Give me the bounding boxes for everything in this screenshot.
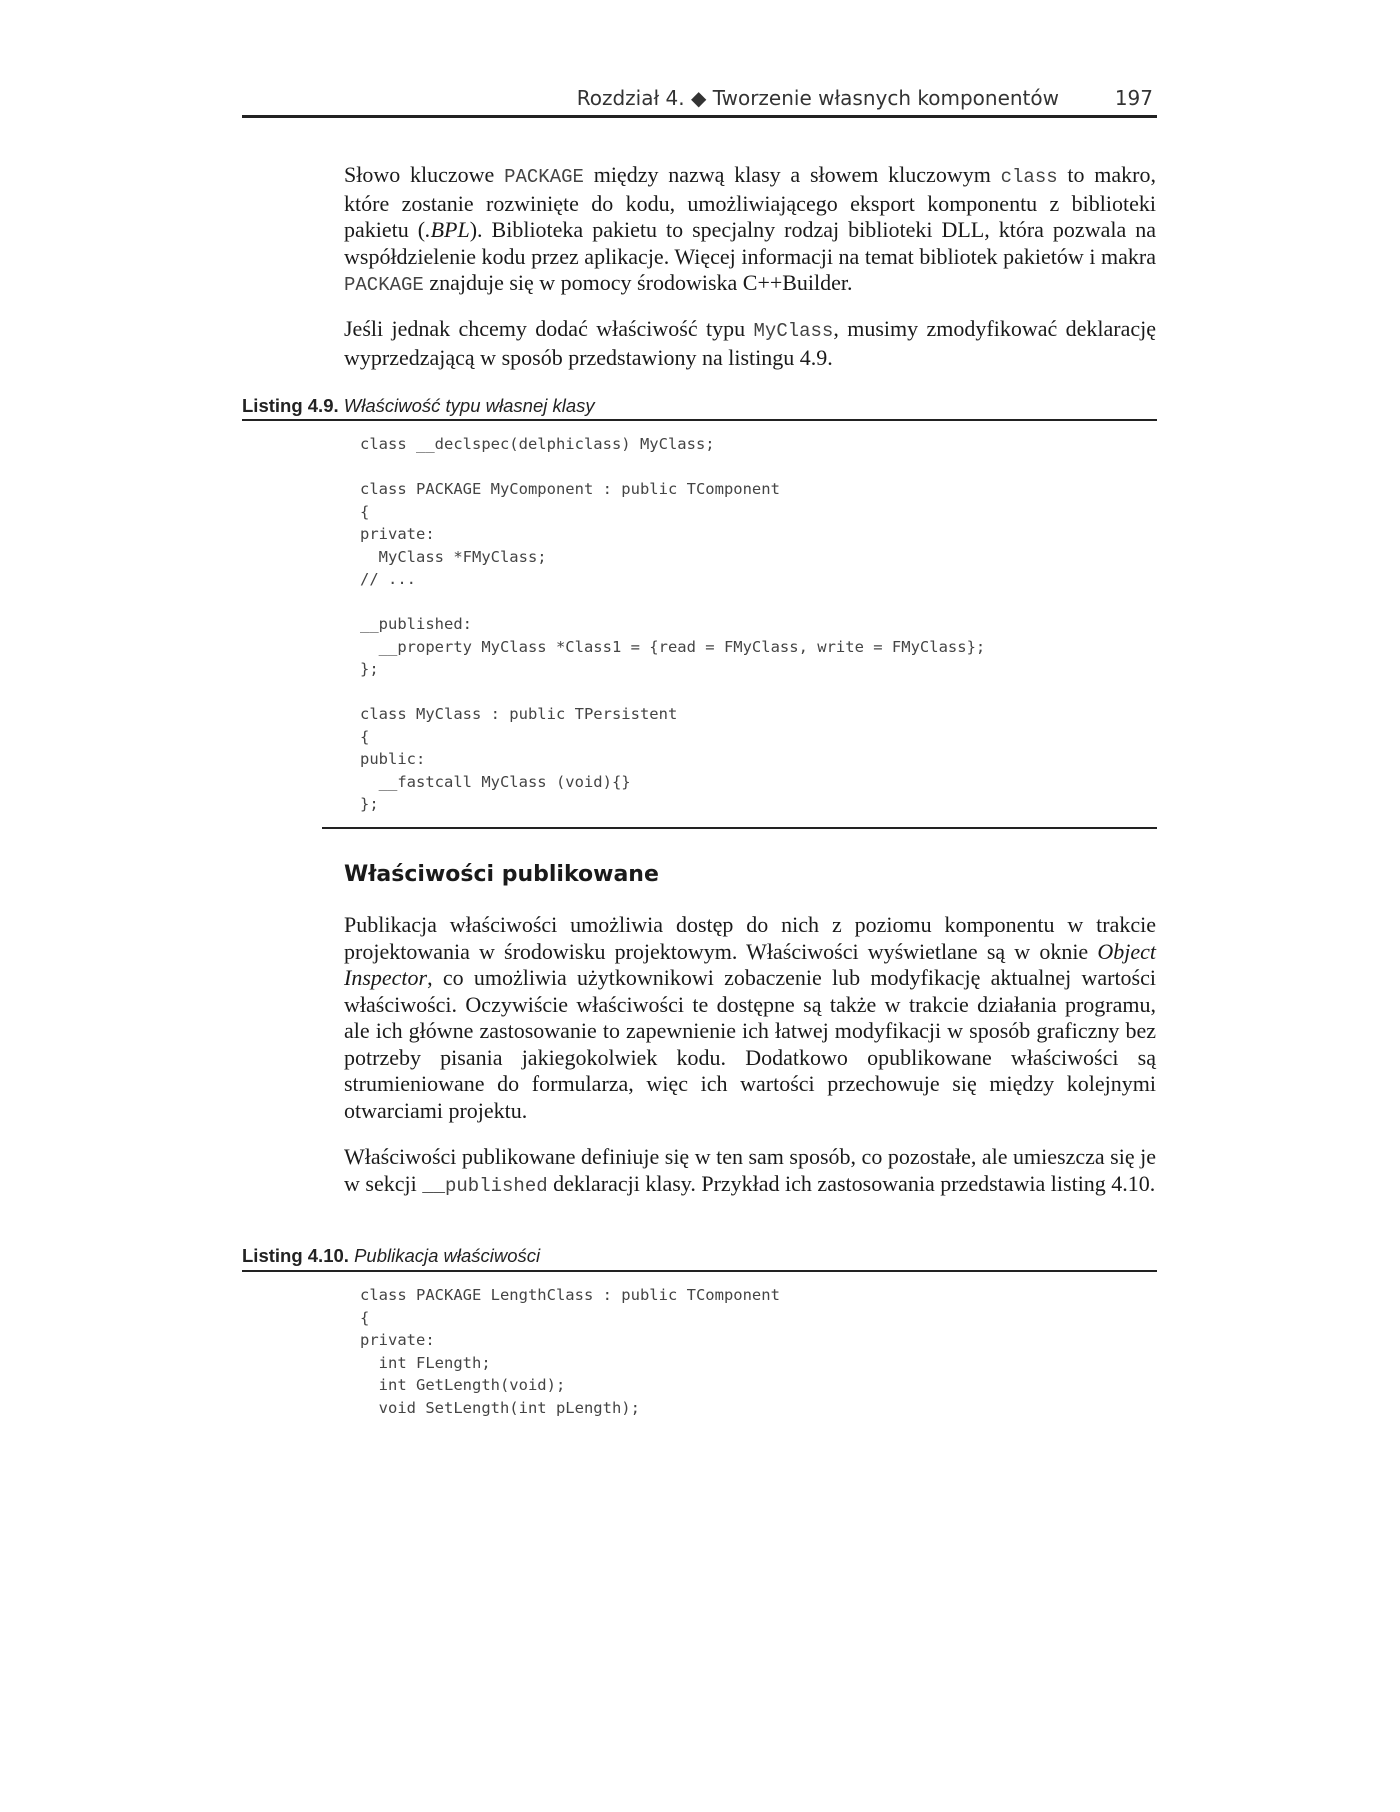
listing-number: Listing 4.9.: [242, 395, 339, 416]
paragraph-publishing: [344, 912, 1156, 1124]
inline-code: MyClass: [753, 320, 834, 342]
listing-number: Listing 4.10.: [242, 1245, 349, 1266]
listing-4-9-code: class __declspec(delphiclass) MyClass; class PACKAGE MyComponent : public TComponent { private: MyClass *FMyClass; // ... __published: __property MyClass *Class1 = {read = FMyClass, write = FMyClass}; }; class MyClass : public TPersistent { public: __fastcall MyClass (void){} };: [360, 435, 986, 813]
listing-title: Właściwość typu własnej klasy: [343, 395, 595, 416]
text-run: Słowo kluczowe: [344, 162, 505, 187]
text-run: Właściwości publikowane definiuje się w ten sam sposób, co pozostałe, ale umieszcza się je w sekcji: [344, 1144, 1156, 1196]
text-run: Jeśli jednak chcemy dodać właściwość typu: [344, 316, 754, 341]
listing-4-9-caption: [242, 395, 1157, 417]
listing-top-rule: [242, 419, 1157, 421]
inline-code: PACKAGE: [504, 166, 584, 188]
listing-4-10-code: class PACKAGE LengthClass : public TComponent { private: int FLength; int GetLength(void); void SetLength(int pLength);: [360, 1286, 780, 1417]
paragraph-myclass-property: [344, 316, 1156, 371]
italic-text: .BPL: [425, 217, 470, 242]
chapter-title: Rozdział 4. ◆ Tworzenie własnych komponentów: [576, 86, 1059, 110]
paragraph-package-keyword: [344, 162, 1156, 299]
inline-code: class: [1000, 166, 1058, 188]
section-heading: Właściwości publikowane: [344, 862, 659, 887]
listing-4-10-caption: [242, 1245, 1157, 1267]
text-run: deklaracji klasy. Przykład ich zastosowania przedstawia listing 4.10.: [547, 1170, 1156, 1196]
text-run: znajduje się w pomocy środowiska C++Builder.: [423, 270, 853, 295]
header-rule: [242, 115, 1157, 118]
text-run: , musimy zmodyfikować deklarację wyprzedzającą w sposób przedstawiony na listingu 4.9.: [344, 316, 1156, 370]
running-head: [242, 82, 1157, 112]
text-run: między nazwą klasy a słowem kluczowym: [583, 162, 1001, 187]
text-run: to makro, które zostanie rozwinięte do kodu, umożliwiającego eksport komponentu z biblioteki pakietu (: [344, 162, 1157, 242]
listing-bottom-rule: [322, 827, 1157, 829]
paragraph-published-section: [344, 1144, 1156, 1199]
text-run: , co umożliwia użytkownikowi zobaczenie lub modyfikację aktualnej wartości właściwości. Oczywiście właściwości te dostępne są także w trakcie działania programu, ale ich główne zastosowanie to zapewnienie ich łatwej modyfikacji w sposób graficzny bez potrzeby pisania jakiegokolwiek kodu. Dodatkowo opublikowane właściwości są strumieniowane do formularza, więc ich wartości przechowuje się między kolejnymi otwarciami projektu.: [344, 965, 1156, 1123]
listing-top-rule: [242, 1270, 1157, 1272]
page-number: 197: [1114, 86, 1153, 110]
text-run: Publikacja właściwości umożliwia dostęp do nich z poziomu komponentu w trakcie projektowania w środowisku projektowym. Właściwości wyświetlane są w oknie: [344, 912, 1156, 964]
inline-code: __published: [422, 1174, 548, 1197]
inline-code: PACKAGE: [344, 274, 424, 296]
italic-text: Object Inspector: [344, 938, 1156, 990]
listing-title: Publikacja właściwości: [354, 1245, 541, 1266]
text-run: ). Biblioteka pakietu to specjalny rodzaj biblioteki DLL, która pozwala na współdzielenie kodu przez aplikacje. Więcej informacji na temat bibliotek pakietów i makra: [344, 217, 1156, 269]
